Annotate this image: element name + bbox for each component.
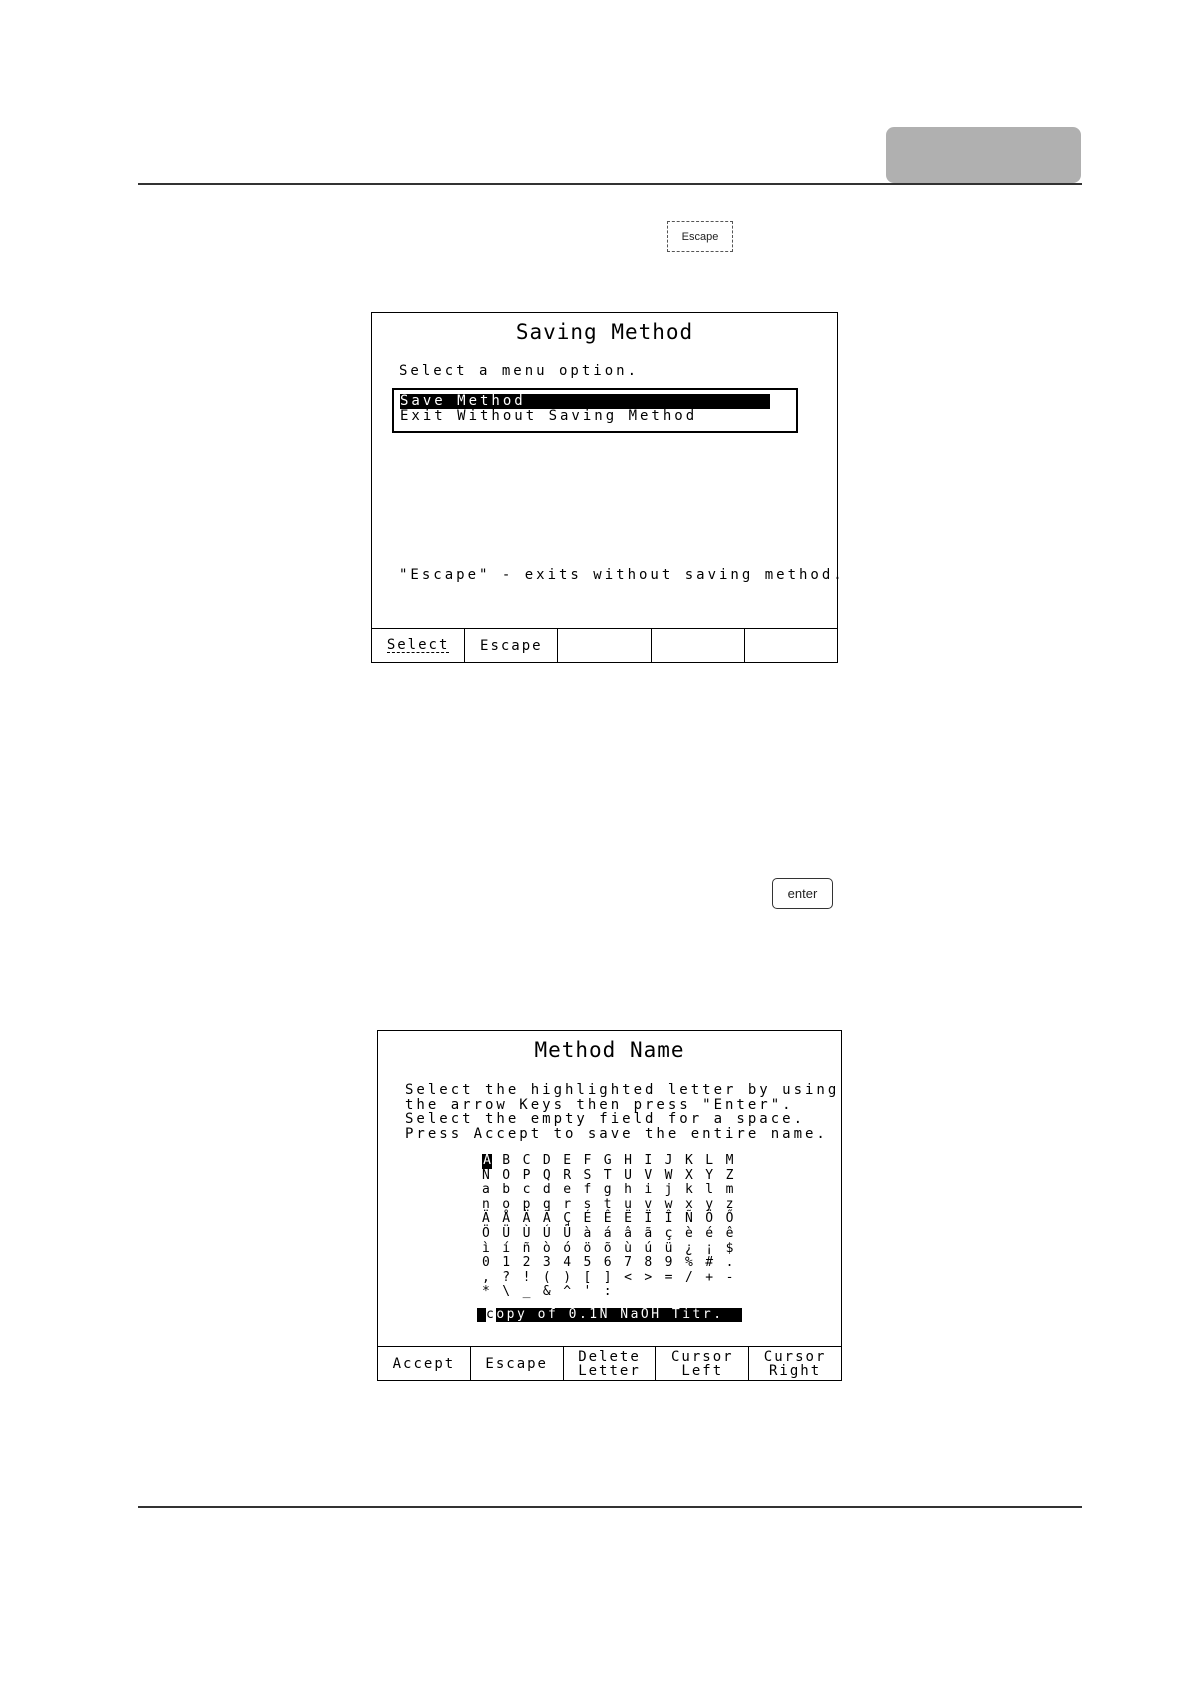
char-cell[interactable]: Ç xyxy=(563,1211,572,1227)
char-cell[interactable]: l xyxy=(705,1182,714,1198)
prompt-text: Select a menu option. xyxy=(399,363,640,379)
char-cell[interactable]: _ xyxy=(522,1284,531,1300)
char-cell[interactable] xyxy=(665,1285,685,1300)
char-cell[interactable]: / xyxy=(684,1269,693,1285)
char-row xyxy=(482,1285,746,1300)
char-cell[interactable]: n xyxy=(482,1196,490,1212)
char-cell[interactable]: J xyxy=(664,1153,673,1168)
text-cursor: c xyxy=(486,1307,497,1322)
char-cell[interactable]: Q xyxy=(542,1167,551,1183)
softkey-label: Right xyxy=(769,1362,822,1379)
char-cell[interactable]: ñ xyxy=(522,1240,531,1256)
char-cell[interactable]: G xyxy=(603,1153,612,1168)
char-cell[interactable]: 8 xyxy=(644,1255,653,1271)
char-cell[interactable]: Ë xyxy=(624,1211,632,1227)
char-cell[interactable]: Ő xyxy=(725,1211,734,1227)
menu-item-exit-without-saving[interactable]: Exit Without Saving Method xyxy=(400,408,698,424)
softkey-label: Left xyxy=(681,1362,724,1379)
char-cell[interactable]: k xyxy=(684,1182,693,1198)
char-cell[interactable]: p xyxy=(522,1196,531,1212)
escape-softkey[interactable]: Escape xyxy=(465,629,558,662)
char-cell[interactable]: Ï xyxy=(644,1211,653,1227)
delete-letter-softkey[interactable] xyxy=(564,1347,657,1380)
char-row xyxy=(482,1183,746,1198)
softkey-label: Cursor xyxy=(671,1348,734,1365)
char-cell[interactable]: y xyxy=(705,1196,714,1212)
char-cell[interactable]: ! xyxy=(522,1269,531,1285)
saving-method-screen xyxy=(371,312,845,663)
char-cell[interactable]: T xyxy=(603,1167,612,1183)
cursor-right-softkey[interactable] xyxy=(749,1347,841,1380)
char-cell[interactable]: ç xyxy=(664,1225,673,1241)
accept-softkey[interactable] xyxy=(378,1347,471,1380)
char-cell[interactable]: P xyxy=(522,1167,531,1183)
char-cell[interactable]: Ù xyxy=(522,1225,531,1241)
char-cell[interactable]: X xyxy=(684,1167,693,1183)
softkey-bar xyxy=(372,628,837,662)
char-cell[interactable]: e xyxy=(563,1182,572,1198)
char-cell[interactable]: Ä xyxy=(482,1211,490,1227)
char-cell[interactable]: h xyxy=(624,1182,632,1198)
character-grid xyxy=(482,1154,746,1300)
char-row xyxy=(482,1169,746,1184)
char-cell[interactable]: é xyxy=(705,1225,714,1241)
escape-softkey[interactable] xyxy=(471,1347,564,1380)
char-cell[interactable]: Î xyxy=(664,1211,673,1227)
char-cell[interactable]: c xyxy=(522,1182,531,1198)
char-cell[interactable]: K xyxy=(684,1153,693,1168)
char-row xyxy=(482,1271,746,1286)
char-cell[interactable]: f xyxy=(583,1182,592,1198)
char-cell[interactable]: ì xyxy=(482,1240,490,1256)
char-cell[interactable]: * xyxy=(482,1284,490,1300)
char-cell[interactable]: < xyxy=(624,1269,632,1285)
char-cell[interactable]: 7 xyxy=(624,1255,632,1271)
char-cell[interactable]: ( xyxy=(542,1269,551,1285)
char-cell[interactable]: 3 xyxy=(542,1255,551,1271)
highlighted-char[interactable]: A xyxy=(483,1153,491,1168)
char-cell[interactable] xyxy=(705,1285,725,1300)
char-cell[interactable]: F xyxy=(583,1153,592,1168)
char-cell[interactable]: 9 xyxy=(664,1255,673,1271)
select-softkey[interactable]: Select xyxy=(372,629,465,662)
char-row xyxy=(482,1227,746,1242)
char-cell[interactable]: 4 xyxy=(563,1255,572,1271)
char-cell[interactable]: q xyxy=(542,1196,551,1212)
char-cell[interactable]: w xyxy=(664,1196,673,1212)
char-cell[interactable]: Z xyxy=(725,1167,734,1183)
char-cell[interactable]: ¡ xyxy=(705,1240,714,1256)
char-cell[interactable]: É xyxy=(583,1211,592,1227)
char-cell[interactable]: ã xyxy=(644,1225,653,1241)
char-row xyxy=(482,1242,746,1257)
char-cell[interactable]: ó xyxy=(563,1240,572,1256)
char-cell[interactable]: Ö xyxy=(482,1225,490,1241)
char-cell[interactable] xyxy=(644,1285,664,1300)
char-cell[interactable]: Ñ xyxy=(684,1211,693,1227)
char-cell[interactable]: o xyxy=(502,1196,511,1212)
char-cell[interactable]: b xyxy=(502,1182,511,1198)
char-cell[interactable]: % xyxy=(684,1255,693,1271)
char-cell[interactable]: ò xyxy=(542,1240,551,1256)
header-rule xyxy=(138,183,1082,185)
char-cell[interactable]: 1 xyxy=(502,1255,511,1271)
char-cell[interactable]: 5 xyxy=(583,1255,592,1271)
char-cell[interactable]: V xyxy=(644,1167,653,1183)
char-cell[interactable]: H xyxy=(624,1153,632,1168)
screen-title: Saving Method xyxy=(515,320,694,344)
char-row xyxy=(482,1256,746,1271)
section-tab xyxy=(886,127,1081,183)
char-cell[interactable]: á xyxy=(603,1225,612,1241)
softkey-label: Cursor xyxy=(763,1348,827,1365)
char-cell[interactable]: s xyxy=(583,1196,592,1212)
instruction-line: Select the empty field for a space. xyxy=(405,1111,806,1127)
char-cell[interactable]: > xyxy=(644,1269,653,1285)
char-cell[interactable]: ù xyxy=(624,1240,632,1256)
char-cell[interactable]: B xyxy=(502,1153,511,1168)
char-cell[interactable]: Ö xyxy=(705,1211,714,1227)
menu-item-save-method[interactable]: Save Method xyxy=(400,394,770,409)
char-cell[interactable]: ú xyxy=(644,1240,653,1256)
softkey-label: Accept xyxy=(392,1355,456,1372)
empty-softkey[interactable] xyxy=(745,629,837,662)
char-cell[interactable]: ö xyxy=(583,1240,592,1256)
char-cell[interactable]: # xyxy=(705,1255,714,1271)
char-cell[interactable]: Ã xyxy=(542,1211,551,1227)
char-cell[interactable]: Ê xyxy=(603,1211,612,1227)
char-cell[interactable]: x xyxy=(684,1196,693,1212)
escape-key-icon: Escape xyxy=(667,221,733,252)
char-cell[interactable]: t xyxy=(603,1196,612,1212)
char-cell[interactable]: : xyxy=(603,1284,612,1300)
char-cell[interactable]: C xyxy=(522,1153,531,1168)
char-cell[interactable]: R xyxy=(563,1167,572,1183)
char-cell[interactable]: ¿ xyxy=(684,1240,693,1256)
char-cell[interactable]: r xyxy=(563,1196,572,1212)
char-cell[interactable]: 6 xyxy=(603,1255,612,1271)
empty-softkey[interactable] xyxy=(558,629,651,662)
char-cell[interactable]: z xyxy=(725,1196,734,1212)
char-cell[interactable]: - xyxy=(725,1269,734,1285)
char-cell[interactable]: $ xyxy=(725,1240,734,1256)
screen-title: Method Name xyxy=(534,1038,685,1062)
char-cell[interactable]: L xyxy=(705,1153,714,1168)
char-cell[interactable]: Y xyxy=(705,1167,714,1183)
char-cell[interactable]: D xyxy=(542,1153,551,1168)
char-cell[interactable]: 0 xyxy=(482,1255,490,1271)
char-cell[interactable]: ? xyxy=(502,1269,511,1285)
char-cell[interactable]: 2 xyxy=(522,1255,531,1271)
instruction-line: Press Accept to save the entire name. xyxy=(405,1125,828,1142)
char-cell[interactable]: ê xyxy=(725,1225,734,1241)
char-cell[interactable]: Ä xyxy=(522,1211,531,1227)
footer-rule xyxy=(138,1506,1082,1508)
char-cell[interactable]: ^ xyxy=(563,1284,572,1300)
char-cell[interactable]: W xyxy=(664,1167,673,1183)
cursor-left-softkey[interactable] xyxy=(656,1347,749,1380)
char-cell[interactable]: u xyxy=(624,1196,632,1212)
char-cell[interactable]: Ú xyxy=(542,1225,551,1241)
softkey-label: Letter xyxy=(578,1362,641,1379)
char-cell[interactable]: E xyxy=(563,1153,572,1168)
char-cell[interactable]: ' xyxy=(583,1284,592,1300)
char-cell[interactable]: d xyxy=(542,1182,551,1198)
empty-softkey[interactable] xyxy=(652,629,745,662)
instruction-line: the arrow Keys then press "Enter". xyxy=(405,1096,794,1113)
method-name-screen xyxy=(377,1030,842,1381)
char-cell[interactable]: , xyxy=(482,1269,490,1285)
char-cell[interactable]: O xyxy=(502,1167,511,1183)
char-cell[interactable]: = xyxy=(664,1269,673,1285)
menu-list xyxy=(392,388,798,433)
char-cell[interactable]: [ xyxy=(583,1269,592,1285)
char-cell[interactable]: ü xyxy=(664,1240,673,1256)
instruction-line: Select the highlighted letter by using xyxy=(405,1082,840,1098)
char-cell[interactable]: õ xyxy=(603,1240,612,1256)
char-cell[interactable] xyxy=(685,1285,705,1300)
char-cell[interactable]: Ü xyxy=(563,1225,572,1241)
char-cell[interactable]: a xyxy=(482,1182,490,1198)
char-row xyxy=(482,1154,746,1169)
softkey-label: Delete xyxy=(578,1348,641,1365)
char-cell[interactable]: à xyxy=(583,1225,592,1241)
char-cell[interactable]: g xyxy=(603,1182,612,1198)
char-cell[interactable]: & xyxy=(542,1284,551,1300)
char-cell[interactable]: \ xyxy=(502,1284,511,1300)
char-cell[interactable]: Ü xyxy=(502,1225,511,1241)
char-cell[interactable]: â xyxy=(624,1225,632,1241)
char-cell[interactable]: í xyxy=(502,1240,511,1256)
char-cell[interactable]: N xyxy=(482,1167,490,1183)
char-cell[interactable]: è xyxy=(684,1225,693,1241)
softkey-bar xyxy=(378,1346,841,1380)
char-cell[interactable]: ) xyxy=(563,1269,572,1285)
char-cell[interactable]: I xyxy=(644,1153,653,1168)
char-cell[interactable]: U xyxy=(624,1167,632,1183)
char-row xyxy=(482,1212,746,1227)
char-cell[interactable]: M xyxy=(725,1153,734,1168)
char-cell[interactable] xyxy=(624,1285,644,1300)
enter-key-icon: enter xyxy=(772,878,833,909)
softkey-label: Escape xyxy=(485,1355,548,1372)
char-cell[interactable]: S xyxy=(583,1167,592,1183)
char-cell[interactable]: j xyxy=(664,1182,673,1198)
char-cell[interactable]: Å xyxy=(502,1211,511,1227)
method-name-field[interactable] xyxy=(477,1308,742,1322)
char-cell[interactable]: + xyxy=(705,1269,714,1285)
char-cell[interactable]: i xyxy=(644,1182,653,1198)
char-cell[interactable]: v xyxy=(644,1196,653,1212)
char-cell[interactable]: m xyxy=(725,1182,734,1198)
char-cell[interactable]: . xyxy=(725,1255,734,1271)
char-cell[interactable]: ] xyxy=(603,1269,612,1285)
escape-note: "Escape" - exits without saving method. xyxy=(399,567,845,583)
char-cell[interactable] xyxy=(726,1285,746,1300)
name-text: opy of 0.1N NaOH Titr. xyxy=(496,1307,724,1322)
